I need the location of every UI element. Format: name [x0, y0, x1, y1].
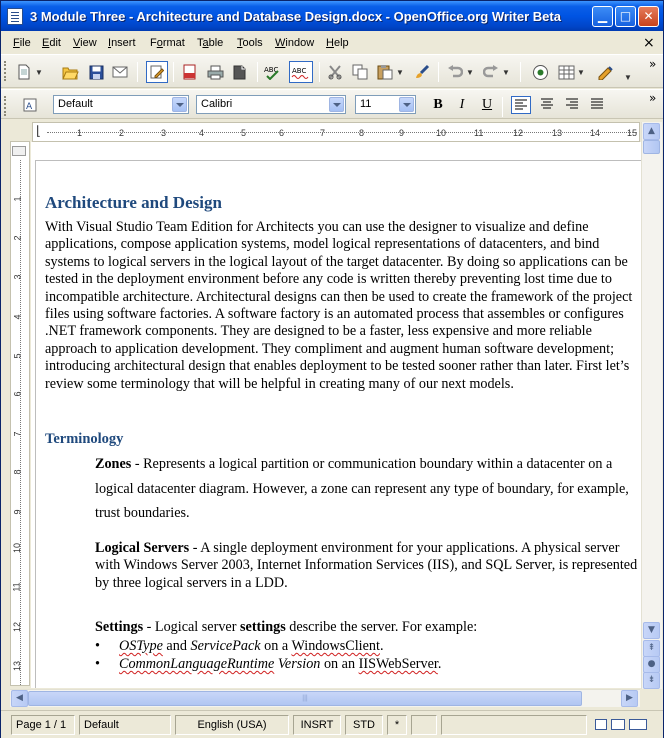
ruler-number: 3 [161, 128, 167, 138]
menu-file[interactable] [13, 37, 31, 49]
menu-window-label: indow [285, 37, 315, 49]
ruler-number: 15 [627, 128, 638, 138]
multi-page-view-icon[interactable] [611, 719, 625, 730]
menu-insert-accel: I [108, 37, 112, 49]
toolbar-overflow-icon[interactable]: » [649, 91, 657, 105]
vertical-scroll-thumb[interactable] [643, 140, 660, 154]
toolbar-separator [173, 62, 174, 82]
bold-button[interactable]: B [433, 97, 443, 112]
bullet-text: on a [260, 638, 292, 654]
align-left-icon [514, 99, 528, 111]
term-servers-label: Logical Servers [95, 540, 190, 556]
align-center-icon [540, 98, 554, 110]
open-icon[interactable] [61, 63, 79, 81]
menu-help[interactable] [326, 37, 349, 49]
print-icon[interactable] [206, 63, 224, 81]
redo-icon[interactable] [482, 63, 500, 81]
single-page-view-icon[interactable] [595, 719, 607, 730]
status-page-style[interactable]: Default [79, 715, 171, 735]
chevron-down-icon[interactable] [172, 97, 187, 112]
table-icon[interactable] [557, 63, 575, 81]
tab-stop-icon[interactable]: ⌊ [36, 124, 42, 139]
bullet-text: Version [277, 656, 321, 672]
toolbar-grip[interactable] [4, 96, 7, 116]
term-zones-label: Zones [95, 456, 132, 472]
scroll-up-button[interactable]: ▲ [643, 123, 660, 140]
align-center-button[interactable] [537, 96, 557, 114]
menu-view-accel: V [73, 37, 81, 49]
align-left-button[interactable] [511, 96, 531, 114]
ruler-number: 11 [11, 582, 22, 592]
status-signature[interactable] [411, 715, 437, 735]
menu-format-accel: o [156, 37, 163, 49]
ruler-number: 13 [552, 128, 563, 138]
ruler-number: 5 [241, 128, 247, 138]
menu-edit-accel: E [42, 37, 50, 49]
chevron-down-icon[interactable] [399, 97, 414, 112]
email-icon[interactable] [111, 63, 129, 81]
ruler-corner [12, 146, 26, 156]
term-settings-label: Settings [95, 619, 144, 635]
bullet-text: and [162, 638, 191, 654]
status-insert-mode[interactable]: INSRT [293, 715, 341, 735]
export-pdf-icon[interactable] [181, 63, 199, 81]
table-dropdown-arrow[interactable]: ▼ [577, 68, 585, 77]
close-button[interactable]: ✕ [638, 6, 659, 27]
menu-table-label: ble [208, 37, 224, 49]
menu-table-pre: T [197, 37, 203, 49]
next-page-button[interactable]: ⇟ [643, 672, 660, 689]
underline-button[interactable]: U [481, 97, 493, 112]
book-view-icon[interactable] [629, 719, 647, 730]
writer-app-icon[interactable] [7, 8, 23, 25]
intro-paragraph: With Visual Studio Team Edition for Architects you can use the designer to visualize and define applications, compose application systems, model logical representations of datacenters, and bind systems to logical servers in the logical layout of the target datacenter. By doing so applications can be tested in the deployment environment before any code is written thereby preventing lost time due to incompatible architecture. Architectural designs can then be used to create the framework of the project files using software factories. A software factory is an automated process that assembles or configures .NET framework components. They are designed to be a faster, less expensive and more reliable approach to application development. They compliment and augment human software development; introducing architectural design that enables deployment to be tested sooner rather than later. First let’s review some terminology that will be helpful in creating many of our next models. [45, 219, 633, 392]
heading-terminology: Terminology [45, 431, 124, 447]
ruler-number: 1 [77, 128, 83, 138]
format-paintbrush-icon[interactable] [413, 63, 431, 81]
horizontal-ruler[interactable] [32, 122, 640, 142]
undo-icon[interactable] [446, 63, 464, 81]
styles-formatting-icon[interactable] [21, 96, 39, 114]
font-name-combo[interactable] [196, 95, 346, 114]
ruler-number: 4 [12, 314, 23, 320]
minimize-button[interactable]: ▁ [592, 6, 613, 27]
heading-architecture-design: Architecture and Design [45, 193, 222, 212]
ruler-number: 5 [12, 353, 23, 359]
scroll-down-button[interactable]: ▼ [643, 622, 660, 639]
maximize-button[interactable]: □ [615, 6, 636, 27]
formatting-toolbar [1, 89, 663, 119]
menu-view-label: iew [80, 37, 97, 49]
menu-bar [1, 32, 663, 54]
bullet-text: ServicePack [190, 638, 261, 654]
horizontal-scroll-thumb[interactable]: ||| [28, 691, 582, 706]
svg-text:ABC: ABC [292, 67, 307, 75]
menu-insert-label: nsert [111, 37, 136, 49]
justify-icon [590, 98, 604, 110]
status-language[interactable]: English (USA) [175, 715, 289, 735]
term-settings-definition-a: - Logical server [143, 619, 240, 635]
status-selection-mode[interactable]: STD [345, 715, 383, 735]
ruler-number: 13 [12, 660, 23, 672]
scroll-left-button[interactable]: ◀ [11, 690, 28, 707]
term-zones-definition: - Represents a logical partition or communication boundary within a datacenter on a logical datacenter diagram. However, a zone can represent any type of boundary, for example, trust boundaries. [95, 456, 629, 521]
justify-button[interactable] [587, 96, 607, 114]
term-servers-definition: - A single deployment environment for your applications. A physical server with Windows Server 2003, Internet Information Services (IIS), and SQL Server, is represented by three logical servers in a LDD. [95, 540, 638, 591]
bullet-text: OSType [119, 638, 163, 654]
bullet-text: WindowsClient [291, 638, 380, 654]
status-object-info [441, 715, 587, 735]
vertical-ruler[interactable] [10, 141, 30, 686]
undo-dropdown-arrow[interactable]: ▼ [466, 68, 474, 77]
toolbar-separator [257, 62, 258, 82]
autospell-icon[interactable] [289, 61, 313, 83]
toolbar-overflow-icon[interactable]: » [649, 57, 657, 71]
toolbar-separator [438, 62, 439, 82]
new-icon[interactable] [15, 63, 33, 81]
paragraph-style-value: Default [58, 98, 93, 110]
term-settings-bold: settings [240, 619, 286, 635]
bullet-text: . [437, 656, 442, 672]
close-document-button[interactable]: × [643, 35, 655, 51]
paragraph-style-combo[interactable] [53, 95, 189, 114]
bullet-text: CommonLanguageRuntime [119, 656, 275, 672]
menu-insert[interactable] [108, 37, 136, 49]
status-bar [1, 710, 663, 738]
navigator-icon[interactable] [531, 63, 549, 81]
menu-file-accel: F [13, 37, 20, 49]
align-right-icon [565, 98, 579, 110]
menu-format-label: rmat [162, 37, 185, 49]
toolbar-options-arrow[interactable]: ▼ [624, 73, 632, 82]
navigation-button[interactable]: ● [643, 656, 660, 673]
menu-format[interactable] [150, 37, 185, 49]
ruler-number: 3 [12, 274, 23, 280]
document-canvas[interactable] [31, 142, 641, 688]
cut-icon[interactable] [326, 63, 344, 81]
ruler-number: 2 [119, 128, 125, 138]
paste-dropdown-arrow[interactable]: ▼ [396, 68, 404, 77]
menu-help-label: elp [333, 37, 349, 49]
ruler-number: 2 [12, 235, 23, 241]
menu-edit[interactable] [42, 37, 61, 49]
menu-file-label: ile [19, 37, 31, 49]
toolbar-separator [319, 62, 320, 82]
ruler-number: 10 [12, 542, 23, 554]
print-preview-icon[interactable] [231, 63, 249, 81]
bullet-text: . [379, 638, 384, 654]
previous-page-button[interactable]: ⇞ [643, 640, 660, 657]
menu-table-accel: a [202, 37, 209, 49]
vertical-scrollbar[interactable] [641, 122, 662, 689]
italic-button[interactable]: I [459, 97, 465, 112]
bullet-glyph: • [95, 656, 100, 672]
redo-dropdown-arrow[interactable]: ▼ [502, 68, 510, 77]
ruler-number: 9 [12, 509, 23, 515]
copy-icon[interactable] [351, 63, 369, 81]
bullet-text: IISWebServer [358, 656, 438, 672]
term-settings [95, 619, 640, 636]
save-icon[interactable] [87, 63, 105, 81]
font-name-value: Calibri [201, 98, 233, 110]
ruler-number: 8 [359, 128, 365, 138]
status-modified[interactable]: * [387, 715, 407, 735]
edit-mode-icon[interactable] [146, 61, 168, 83]
menu-help-accel: H [326, 37, 334, 49]
font-size-combo[interactable] [355, 95, 416, 114]
title-bar[interactable] [1, 1, 663, 31]
ruler-number: 6 [12, 391, 23, 397]
font-size-value: 11 [360, 98, 372, 110]
term-logical-servers [95, 540, 640, 592]
spellcheck-icon[interactable] [264, 63, 282, 81]
draw-icon[interactable] [596, 63, 614, 81]
ruler-number: 10 [436, 128, 447, 138]
toolbar-separator [502, 97, 503, 117]
ruler-number: 4 [199, 128, 205, 138]
term-zones [95, 452, 640, 526]
bullet-text: on an [320, 656, 359, 672]
menu-window[interactable] [275, 37, 314, 49]
paste-icon[interactable] [376, 63, 394, 81]
ruler-tick-marks [47, 132, 637, 133]
ruler-number: 11 [474, 128, 484, 138]
svg-text:ABC: ABC [264, 66, 279, 74]
toolbar-separator [520, 62, 521, 82]
ruler-number: 14 [590, 128, 601, 138]
menu-format-pre: F [150, 37, 157, 49]
ruler-number: 6 [279, 128, 285, 138]
align-right-button[interactable] [562, 96, 582, 114]
status-page[interactable]: Page 1 / 1 [11, 715, 75, 735]
menu-edit-label: dit [49, 37, 61, 49]
menu-window-accel: W [275, 37, 286, 49]
window-title: 3 Module Three - Architecture and Database Design.docx - OpenOffice.org Writer Beta [30, 9, 561, 24]
svg-text:A: A [26, 102, 33, 112]
menu-table[interactable] [197, 37, 223, 49]
menu-tools-label: ools [242, 37, 263, 49]
ruler-number: 12 [12, 621, 23, 633]
ruler-number: 1 [12, 196, 23, 202]
ruler-number: 9 [399, 128, 405, 138]
toolbar-separator [137, 62, 138, 82]
menu-tools-accel: T [237, 37, 243, 49]
menu-view[interactable] [73, 37, 97, 49]
scroll-right-button[interactable]: ▶ [621, 690, 638, 707]
new-dropdown-arrow[interactable]: ▼ [35, 68, 43, 77]
toolbar-grip[interactable] [4, 61, 7, 81]
standard-toolbar [1, 54, 663, 88]
chevron-down-icon[interactable] [329, 97, 344, 112]
menu-tools[interactable] [237, 37, 263, 49]
ruler-number: 12 [513, 128, 524, 138]
bullet-glyph: • [95, 638, 100, 654]
horizontal-scrollbar[interactable] [10, 689, 640, 707]
ruler-number: 7 [320, 128, 326, 138]
term-settings-definition-b: describe the server. For example: [285, 619, 478, 635]
ruler-number: 8 [12, 469, 23, 475]
ruler-number: 7 [12, 431, 23, 437]
